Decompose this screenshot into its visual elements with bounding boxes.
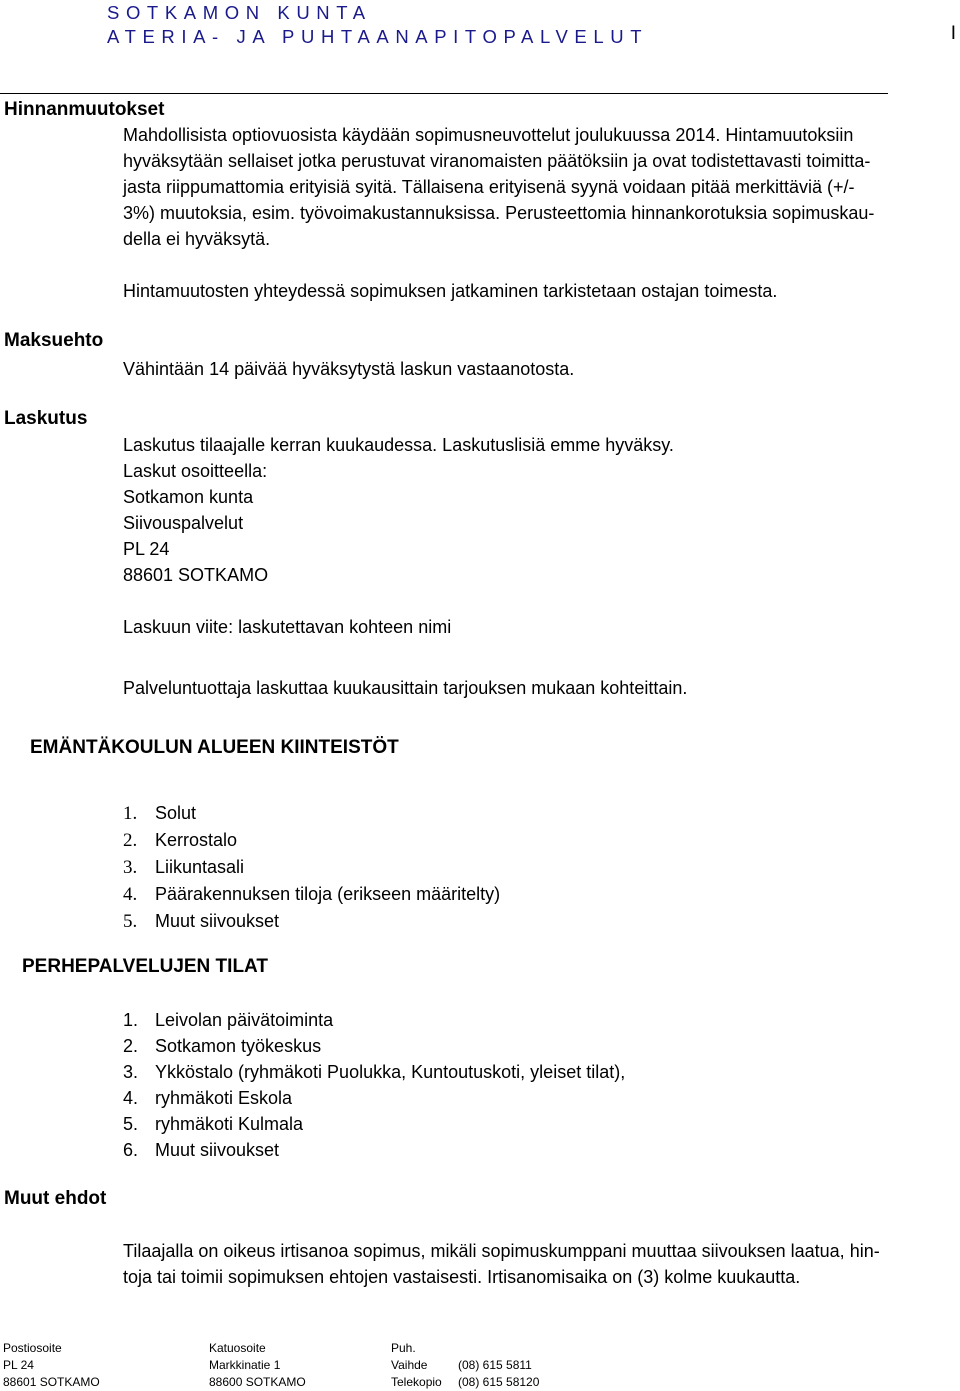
list-item: 2. Sotkamon työkeskus [123,1036,322,1056]
list-item: 4. Päärakennuksen tiloja (erikseen määritelty) [123,884,501,905]
page-mark: I [950,23,956,44]
footer-street-address: Katuosoite Markkinatie 1 88600 SOTKAMO [209,1341,306,1389]
laskutus-line: Siivouspalvelut [123,513,244,533]
footer-label: Postiosoite [3,1341,62,1355]
list-item: 5. ryhmäkoti Kulmala [123,1114,304,1134]
paragraph-line: toja tai toimii sopimuksen ehtojen vastaisesti. Irtisanomisaika on (3) kolme kuukautta. [123,1267,801,1287]
list-item: 6. Muut siivoukset [123,1140,280,1160]
fax-number: (08) 615 58120 [458,1375,540,1389]
list-item: 3. Ykköstalo (ryhmäkoti Puolukka, Kuntoutuskoti, yleiset tilat), [123,1062,626,1082]
emantakoulu-list [123,800,500,935]
maksuehto-text: Vähintään 14 päivää hyväksytystä laskun vastaanotosta. [123,359,575,379]
section-label-hinnanmuutokset: Hinnanmuutokset [4,99,165,120]
paragraph-line: della ei hyväksytä. [123,229,271,249]
paragraph-line: jasta riippumattomia erityisiä syitä. Tällaisena erityisenä syynä voidaan pitää merkittäviä (+/- [123,177,855,197]
hinnanmuutokset-paragraph [123,122,874,252]
laskutus-line: PL 24 [123,539,170,559]
phone-number: (08) 615 5811 [458,1358,532,1372]
paragraph-line: Mahdollisista optiovuosista käydään sopimusneuvottelut joulukuussa 2014. Hintamuutoksiin [123,125,854,145]
footer-postal-address: Postiosoite PL 24 88601 SOTKAMO [3,1341,100,1389]
hinnanmuutokset-note: Hintamuutosten yhteydessä sopimuksen jatkaminen tarkistetaan ostajan toimesta. [123,281,778,301]
perhepalvelut-list [123,1007,625,1163]
emantakoulu-title: EMÄNTÄKOULUN ALUEEN KIINTEISTÖT [30,737,399,758]
footer-label: Katuosoite [209,1341,266,1355]
paragraph-line: 3%) muutoksia, esim. työvoimakustannuksissa. Perusteettomia hinnankorotuksia sopimuskau- [123,203,875,223]
laskutus-line: Sotkamon kunta [123,487,254,507]
laskutus-provider-note: Palveluntuottaja laskuttaa kuukausittain tarjouksen mukaan kohteittain. [123,678,688,698]
section-label-maksuehto: Maksuehto [4,330,104,351]
section-label-laskutus: Laskutus [4,408,88,429]
list-item: 4. ryhmäkoti Eskola [123,1088,293,1108]
list-item: 2. Kerrostalo [123,830,238,851]
header-rule [0,93,888,94]
muut-ehdot-paragraph [123,1238,880,1290]
laskutus-address-block [123,432,674,588]
footer-phone: Puh. Vaihde (08) 615 5811 Telekopio (08) 615 58120 [391,1340,571,1391]
section-label-muut-ehdot: Muut ehdot [4,1188,107,1209]
list-item: 1. Leivolan päivätoiminta [123,1010,334,1030]
paragraph-line: hyväksytään sellaiset jotka perustuvat viranomaisten päätöksiin ja ovat todistettavasti toimitta- [123,151,871,171]
laskutus-line: Laskut osoitteella: [123,461,268,481]
laskutus-line: Laskutus tilaajalle kerran kuukaudessa. Laskutuslisiä emme hyväksy. [123,435,674,455]
paragraph-line: Tilaajalla on oikeus irtisanoa sopimus, mikäli sopimuskumppani muuttaa siivouksen laatua, hin- [123,1241,880,1261]
footer-label: Puh. [391,1341,416,1355]
list-item: 3. Liikuntasali [123,857,245,878]
org-name: SOTKAMON KUNTA [107,2,372,23]
laskutus-reference: Laskuun viite: laskutettavan kohteen nimi [123,617,452,637]
perhepalvelut-title: PERHEPALVELUJEN TILAT [22,956,268,977]
department-name: ATERIA- JA PUHTAANAPITOPALVELUT [107,26,649,47]
laskutus-line: 88601 SOTKAMO [123,565,269,585]
list-item: 1. Solut [123,803,197,824]
list-item: 5. Muut siivoukset [123,911,280,932]
